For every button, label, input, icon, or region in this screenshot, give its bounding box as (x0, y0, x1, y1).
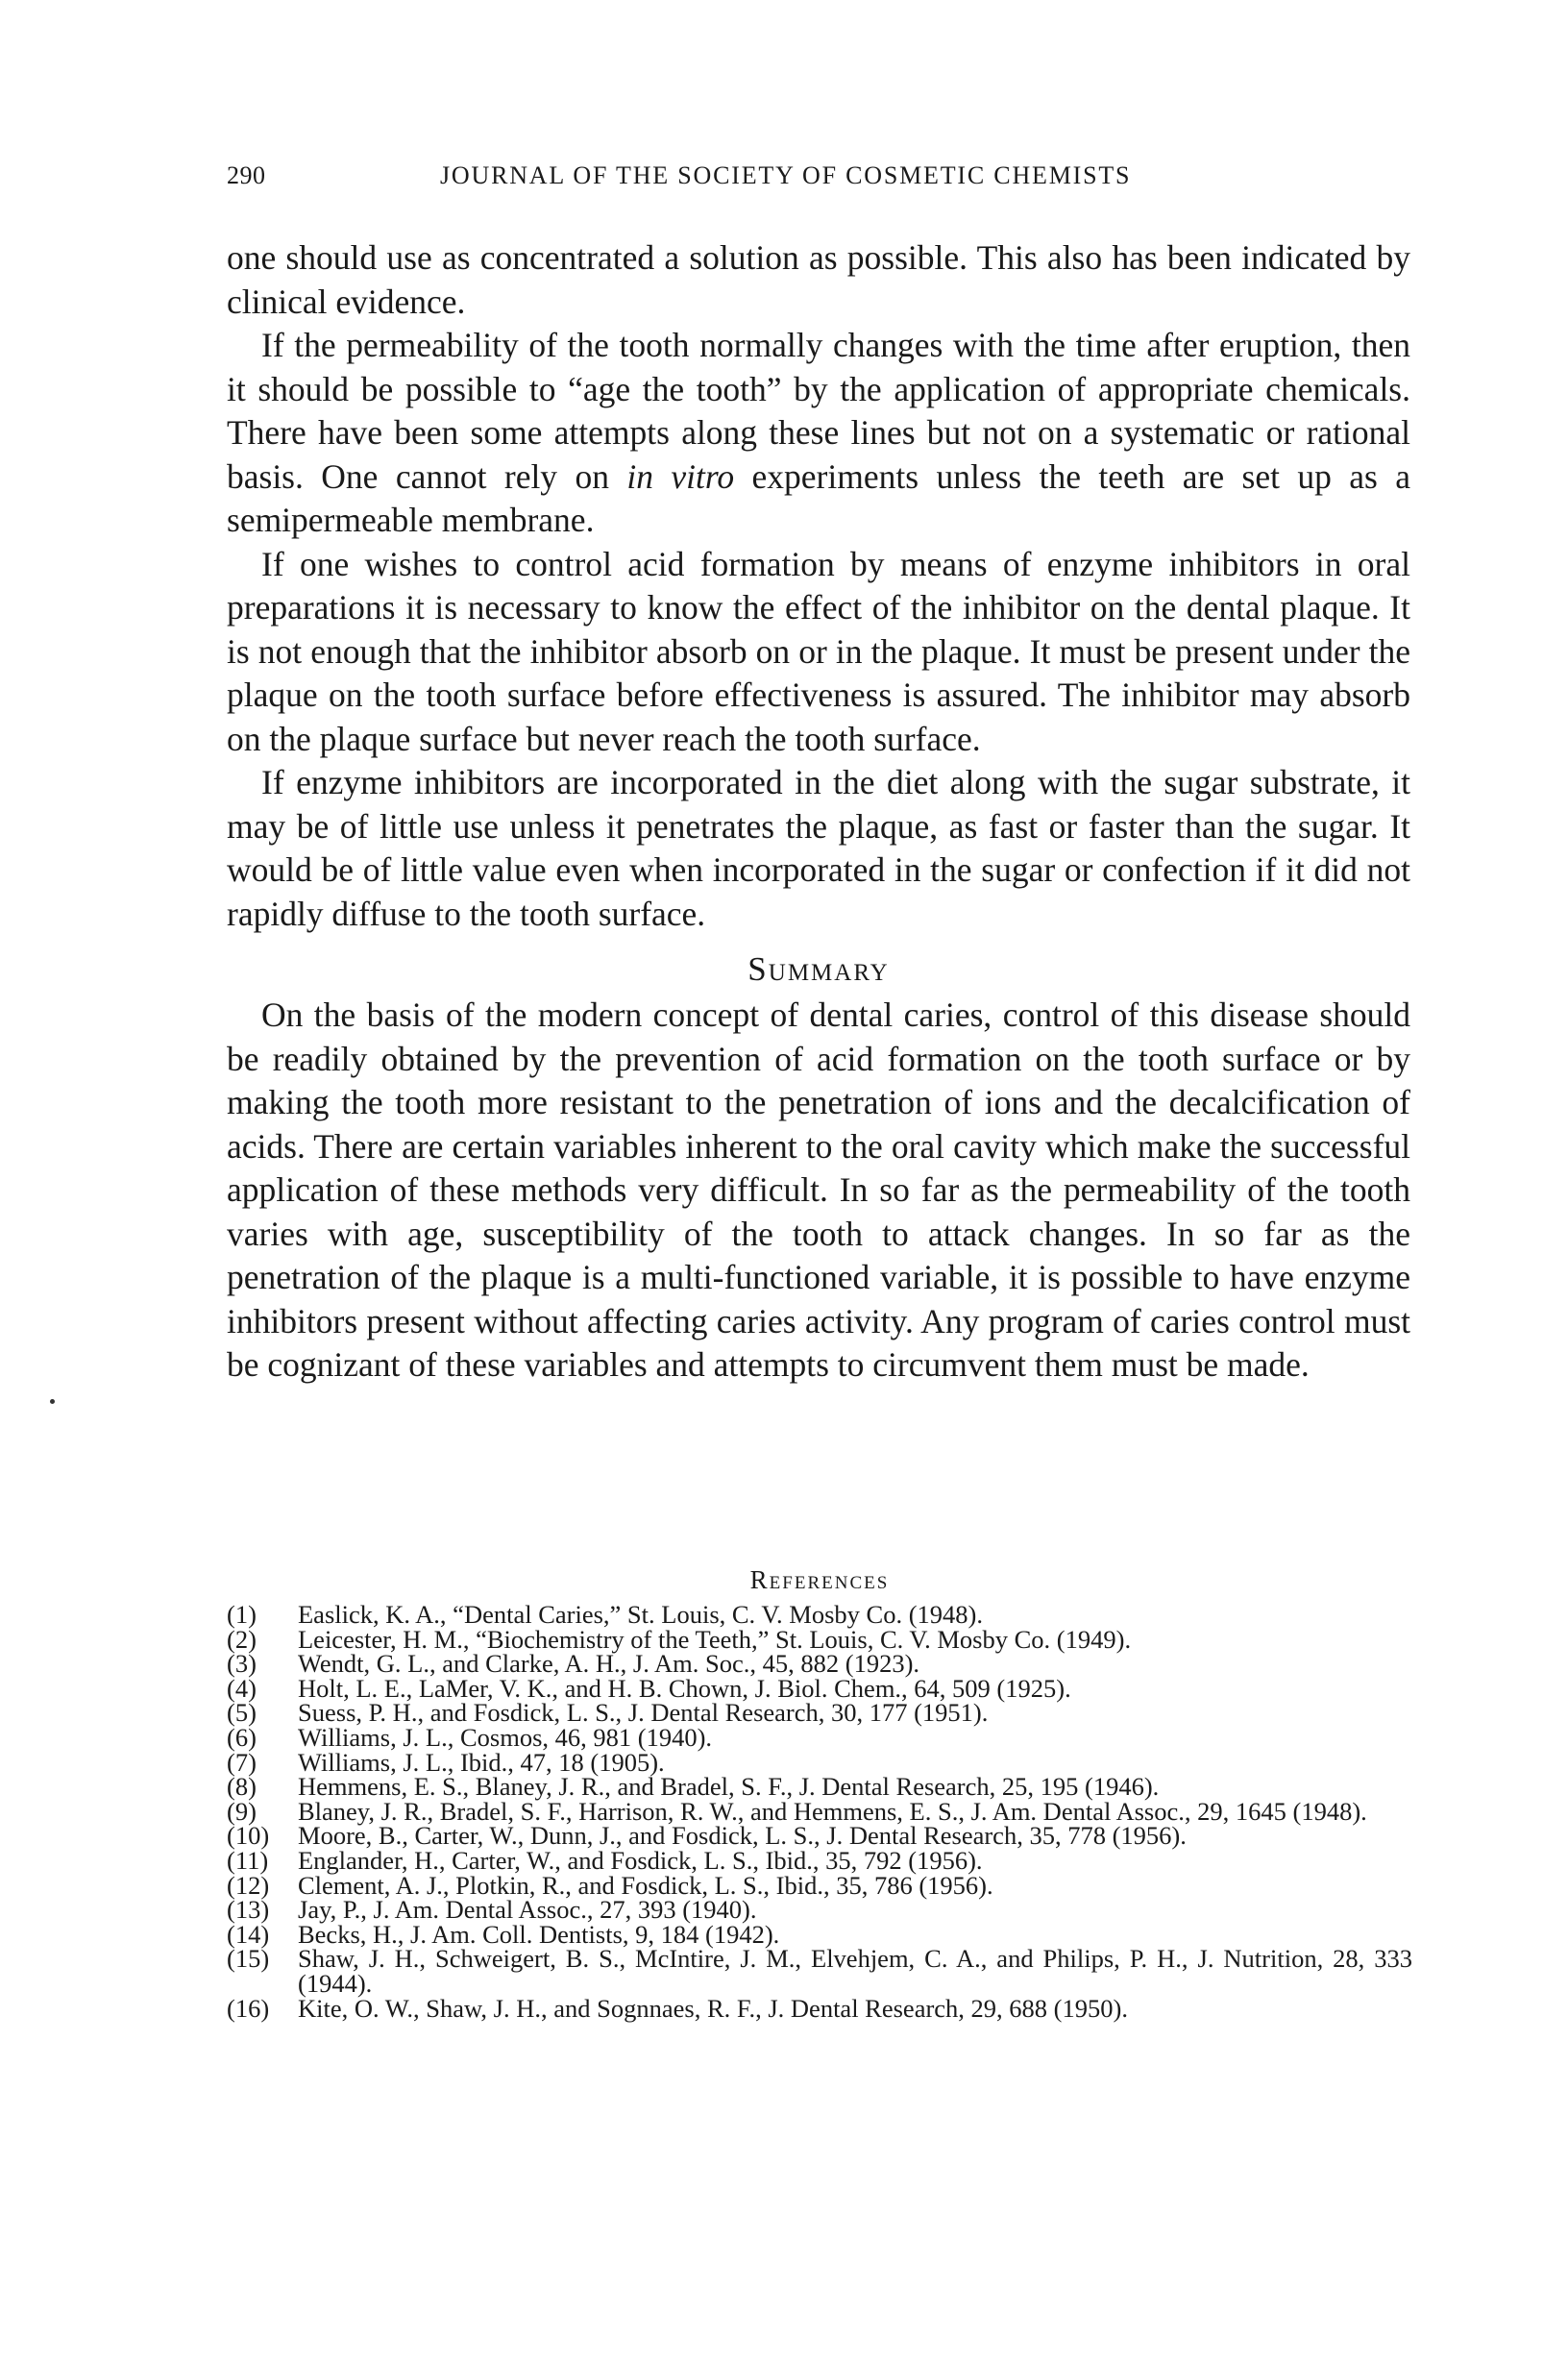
reference-number: (16) (227, 1993, 270, 2023)
reference-text: Hemmens, E. S., Blaney, J. R., and Bradel, S. F., J. Dental Research, 25, 195 (1946). (298, 1772, 1160, 1802)
reference-number: (3) (227, 1649, 257, 1679)
paragraph-enzyme-inhibitors: If one wishes to control acid formation by means of enzyme inhibitors in oral preparations it is necessary to know the effect of the inhibitor on the dental plaque. It is not enough that the inhibitor absorb on or in the plaque. It must be present under the plaque on the tooth surface before effectiveness is assured. The inhibitor may absorb on the plaque surface but never reach the tooth surface. (227, 544, 1410, 758)
reference-number: (1) (227, 1600, 257, 1629)
paragraph-continuation: one should use as concentrated a solution as possible. This also has been indicated by clinical evidence. (227, 238, 1410, 321)
reference-number: (8) (227, 1772, 257, 1802)
reference-text: Williams, J. L., Ibid., 47, 18 (1905). (298, 1747, 665, 1777)
reference-number: (2) (227, 1624, 257, 1654)
article-body (227, 236, 1410, 1388)
reference-text: Easlick, K. A., “Dental Caries,” St. Louis, C. V. Mosby Co. (1948). (298, 1600, 984, 1629)
reference-text: Suess, P. H., and Fosdick, L. S., J. Dental Research, 30, 177 (1951). (298, 1698, 989, 1728)
page-number: 290 (227, 161, 266, 189)
reference-text: Moore, B., Carter, W., Dunn, J., and Fosdick, L. S., J. Dental Research, 35, 778 (1956). (298, 1821, 1187, 1851)
reference-text: Holt, L. E., LaMer, V. K., and H. B. Chown, J. Biol. Chem., 64, 509 (1925). (298, 1673, 1071, 1703)
reference-text: Wendt, G. L., and Clarke, A. H., J. Am. Soc., 45, 882 (1923). (298, 1649, 920, 1679)
reference-number: (13) (227, 1895, 270, 1925)
summary-paragraph: On the basis of the modern concept of dental caries, control of this disease should be readily obtained by the prevention of acid formation on the tooth surface or by making the tooth more resistant to the penetration of ions and the decalcification of acids. There are certain variables inherent to the oral cavity which make the successful application of these methods very difficult. In so far as the permeability of the tooth varies with age, susceptibility of the tooth to attack changes. In so far as the penetration of the plaque is a multi-functioned variable, it is possible to have enzyme inhibitors present without affecting caries activity. Any program of caries control must be cognizant of these variables and attempts to circumvent them must be made. (227, 996, 1410, 1384)
reference-number: (10) (227, 1821, 270, 1851)
reference-number: (14) (227, 1919, 270, 1949)
reference-text: Becks, H., J. Am. Coll. Dentists, 9, 184 (1942). (298, 1919, 780, 1949)
paragraph-diet-inhibitors: If enzyme inhibitors are incorporated in the diet along with the sugar substrate, it may be of little use unless it penetrates the plaque, as fast or faster than the sugar. It would be of little value even when incorporated in the sugar or confection if it did not rapidly diffuse to the tooth surface. (227, 763, 1410, 933)
reference-number: (5) (227, 1698, 257, 1728)
reference-text: Leicester, H. M., “Biochemistry of the Teeth,” St. Louis, C. V. Mosby Co. (1949). (298, 1624, 1132, 1654)
reference-text: Clement, A. J., Plotkin, R., and Fosdick, L. S., Ibid., 35, 786 (1956). (298, 1870, 993, 1900)
paragraph-tooth-aging-part2: experiments unless the teeth are set up as a semipermeable membrane. (227, 456, 1411, 539)
reference-text: Williams, J. L., Cosmos, 46, 981 (1940). (298, 1722, 713, 1752)
in-vitro-term: in vitro (626, 456, 735, 496)
journal-title: JOURNAL OF THE SOCIETY OF COSMETIC CHEMISTS (440, 161, 1132, 189)
reference-list (227, 1600, 1412, 2023)
reference-number: (12) (227, 1870, 270, 1900)
reference-number: (15) (227, 1944, 270, 1974)
margin-mark (50, 1399, 55, 1404)
reference-number: (6) (227, 1722, 257, 1752)
paragraph-tooth-aging (227, 324, 1410, 543)
reference-item (227, 1993, 1412, 2023)
reference-text: Blaney, J. R., Bradel, S. F., Harrison, R. W., and Hemmens, E. S., J. Am. Dental Assoc., 29, 1645 (1948). (298, 1796, 1367, 1826)
references-section (227, 1562, 1412, 2021)
reference-text: Jay, P., J. Am. Dental Assoc., 27, 393 (1940). (298, 1895, 757, 1925)
reference-number: (4) (227, 1673, 257, 1703)
reference-item (227, 1944, 1412, 1998)
reference-number: (11) (227, 1845, 269, 1875)
running-header (227, 161, 1418, 204)
reference-text: Shaw, J. H., Schweigert, B. S., McIntire, J. M., Elvehjem, C. A., and Philips, P. H., J. Nutrition, 28, 333 (1944). (298, 1944, 1412, 1998)
summary-heading: Summary (747, 950, 890, 988)
reference-text: Kite, O. W., Shaw, J. H., and Sognnaes, R. F., J. Dental Research, 29, 688 (1950). (298, 1993, 1128, 2023)
reference-text: Englander, H., Carter, W., and Fosdick, L. S., Ibid., 35, 792 (1956). (298, 1845, 983, 1875)
reference-number: (7) (227, 1747, 257, 1777)
reference-number: (9) (227, 1796, 257, 1826)
paragraph-tooth-aging-part1: If the permeability of the tooth normally changes with the time after eruption, then it should be possible to “age the tooth” by the application of appropriate chemicals. There have been some attempts along these lines but not on a systematic or rational basis. One cannot rely on (227, 326, 1410, 496)
references-heading: References (749, 1565, 890, 1594)
